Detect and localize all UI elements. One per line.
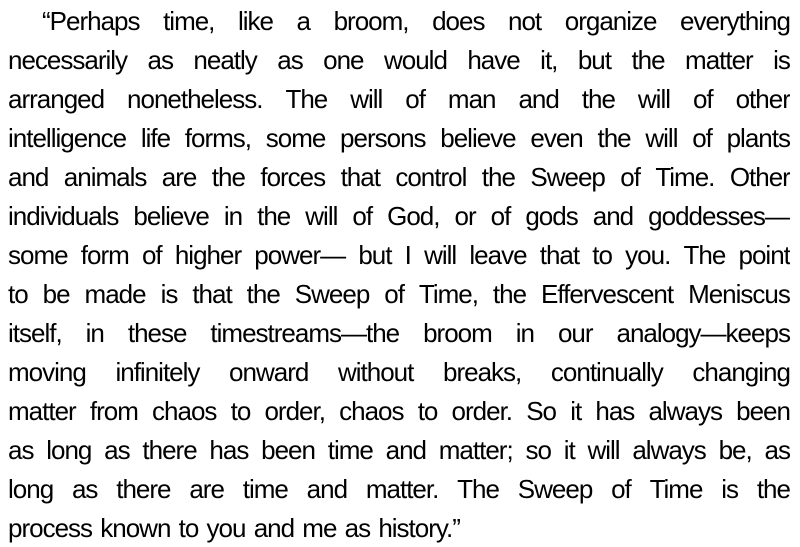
word: in: [515, 318, 534, 348]
word: the: [631, 45, 665, 75]
word: as: [277, 45, 303, 75]
word: a: [296, 6, 311, 36]
word: of: [620, 162, 640, 192]
word: the: [481, 162, 515, 192]
word: forms,: [184, 123, 252, 153]
word: breaks,: [443, 357, 522, 387]
word: timestreams—the: [210, 318, 400, 348]
word: matter: [8, 396, 76, 426]
text-line: [8, 236, 790, 275]
word: animals: [63, 162, 147, 192]
word: leave: [469, 240, 527, 270]
word: some: [265, 123, 326, 153]
word: Sweep: [517, 474, 593, 504]
word: some: [8, 240, 68, 270]
word: necessarily: [8, 45, 128, 75]
word: point: [738, 240, 790, 270]
word: higher: [174, 240, 242, 270]
word: plants: [726, 123, 790, 153]
word: there: [116, 474, 171, 504]
word: from: [89, 396, 138, 426]
word: long: [46, 435, 92, 465]
word: onward: [229, 357, 309, 387]
word: it,: [540, 45, 558, 75]
text-line: [8, 80, 790, 119]
word: it: [563, 435, 575, 465]
word: that: [192, 279, 232, 309]
word: itself,: [8, 318, 62, 348]
word: there: [142, 435, 197, 465]
quote-paragraph: [8, 2, 790, 547]
word: will: [305, 201, 338, 231]
word: is: [160, 279, 178, 309]
word: the: [581, 84, 615, 114]
word: other: [735, 84, 790, 114]
word: will: [424, 240, 457, 270]
word: been: [736, 396, 790, 426]
word: and: [306, 474, 348, 504]
word: everything: [680, 6, 790, 36]
word: to: [8, 279, 28, 309]
word: but: [358, 240, 392, 270]
word: of: [352, 201, 373, 231]
text-line: [8, 275, 790, 314]
word: will: [587, 435, 620, 465]
word: broom: [423, 318, 492, 348]
word: man: [447, 84, 496, 114]
word: are: [161, 162, 197, 192]
word: the: [492, 279, 527, 309]
word: always: [648, 396, 722, 426]
word: believe: [133, 201, 209, 231]
word: made: [84, 279, 146, 309]
word: in: [85, 318, 104, 348]
word: individuals: [8, 201, 119, 231]
word: Sweep: [530, 162, 605, 192]
word: to: [592, 240, 612, 270]
word: and: [385, 435, 426, 465]
word: Sweep: [294, 279, 370, 309]
word: Time,: [418, 279, 478, 309]
word: has: [595, 396, 635, 426]
word: moving: [8, 357, 86, 387]
word: chaos: [339, 396, 404, 426]
word: the: [211, 162, 245, 192]
word: time: [327, 435, 373, 465]
word: Other: [729, 162, 790, 192]
word: order.: [451, 396, 513, 426]
word: even: [530, 123, 583, 153]
word: have: [467, 45, 520, 75]
word: time,: [163, 6, 215, 36]
word: Meniscus: [688, 279, 790, 309]
word: would: [383, 45, 447, 75]
text-line: [8, 41, 790, 80]
word: The: [457, 474, 499, 504]
word: not: [508, 6, 542, 36]
word: persons: [340, 123, 426, 153]
word: arranged: [8, 84, 105, 114]
word: as: [104, 435, 130, 465]
word: nonetheless.: [127, 84, 263, 114]
word: one: [323, 45, 364, 75]
text-line: [8, 314, 790, 353]
text-line: process known to you and me as history.”: [8, 513, 460, 543]
word: you.: [625, 240, 671, 270]
word: God,: [387, 201, 440, 231]
word: life: [140, 123, 171, 153]
word: chaos: [152, 396, 217, 426]
text-line: [8, 2, 790, 41]
word: and: [518, 84, 559, 114]
word: but: [577, 45, 611, 75]
word: will: [350, 84, 383, 114]
word: organize: [564, 6, 657, 36]
word: matter;: [438, 435, 513, 465]
word: Time.: [655, 162, 715, 192]
word: time: [242, 474, 288, 504]
word: So: [526, 396, 557, 426]
word: is: [721, 474, 738, 504]
word: of: [141, 240, 162, 270]
word: like: [237, 6, 273, 36]
word: of: [611, 474, 631, 504]
word: as: [71, 474, 98, 504]
word: and: [592, 201, 634, 231]
word: infinitely: [115, 357, 200, 387]
word: that: [340, 162, 380, 192]
word: has: [209, 435, 249, 465]
word: so: [525, 435, 551, 465]
word: believe: [440, 123, 516, 153]
word: be,: [718, 435, 752, 465]
word: analogy—keeps: [616, 318, 790, 348]
word: power—: [254, 240, 346, 270]
word: Effervescent: [541, 279, 674, 309]
word: the: [597, 123, 631, 153]
word: I: [404, 240, 411, 270]
word: as: [8, 435, 34, 465]
word: without: [337, 357, 414, 387]
word: in: [223, 201, 243, 231]
word: does: [432, 6, 485, 36]
word: will: [645, 123, 678, 153]
word: forces: [260, 162, 326, 192]
word: long: [8, 474, 54, 504]
word: matter: [685, 45, 753, 75]
word: and: [8, 162, 49, 192]
word: that: [539, 240, 580, 270]
word: form: [80, 240, 129, 270]
word: as: [147, 45, 173, 75]
word: or: [454, 201, 476, 231]
word: of: [692, 84, 713, 114]
word: always: [632, 435, 706, 465]
text-line: [8, 353, 790, 392]
word: changing: [692, 357, 790, 387]
word: broom,: [333, 6, 409, 36]
word: neatly: [193, 45, 257, 75]
text-line: [8, 197, 790, 236]
text-line: [8, 470, 790, 509]
text-line: [8, 158, 790, 197]
word: intelligence: [8, 123, 127, 153]
word: it: [570, 396, 582, 426]
word: of: [692, 123, 712, 153]
word: of: [384, 279, 404, 309]
word: of: [490, 201, 511, 231]
word: “Perhaps: [42, 6, 140, 36]
word: matter.: [365, 474, 439, 504]
word: continually: [550, 357, 663, 387]
word: gods: [525, 201, 578, 231]
word: will: [637, 84, 670, 114]
text-line: [8, 392, 790, 431]
text-line: [8, 431, 790, 470]
word: the: [257, 201, 291, 231]
word: is: [773, 45, 790, 75]
word: of: [405, 84, 425, 114]
word: control: [395, 162, 467, 192]
text-line: [8, 119, 790, 158]
word: order,: [264, 396, 325, 426]
word: goddesses—: [648, 201, 790, 231]
word: The: [683, 240, 726, 270]
word: these: [127, 318, 187, 348]
word: to: [417, 396, 438, 426]
word: the: [246, 279, 280, 309]
word: been: [261, 435, 315, 465]
word: Time: [649, 474, 703, 504]
word: the: [756, 474, 790, 504]
word: our: [557, 318, 593, 348]
word: be: [42, 279, 70, 309]
word: to: [230, 396, 251, 426]
word: as: [764, 435, 790, 465]
word: The: [285, 84, 328, 114]
word: are: [189, 474, 224, 504]
